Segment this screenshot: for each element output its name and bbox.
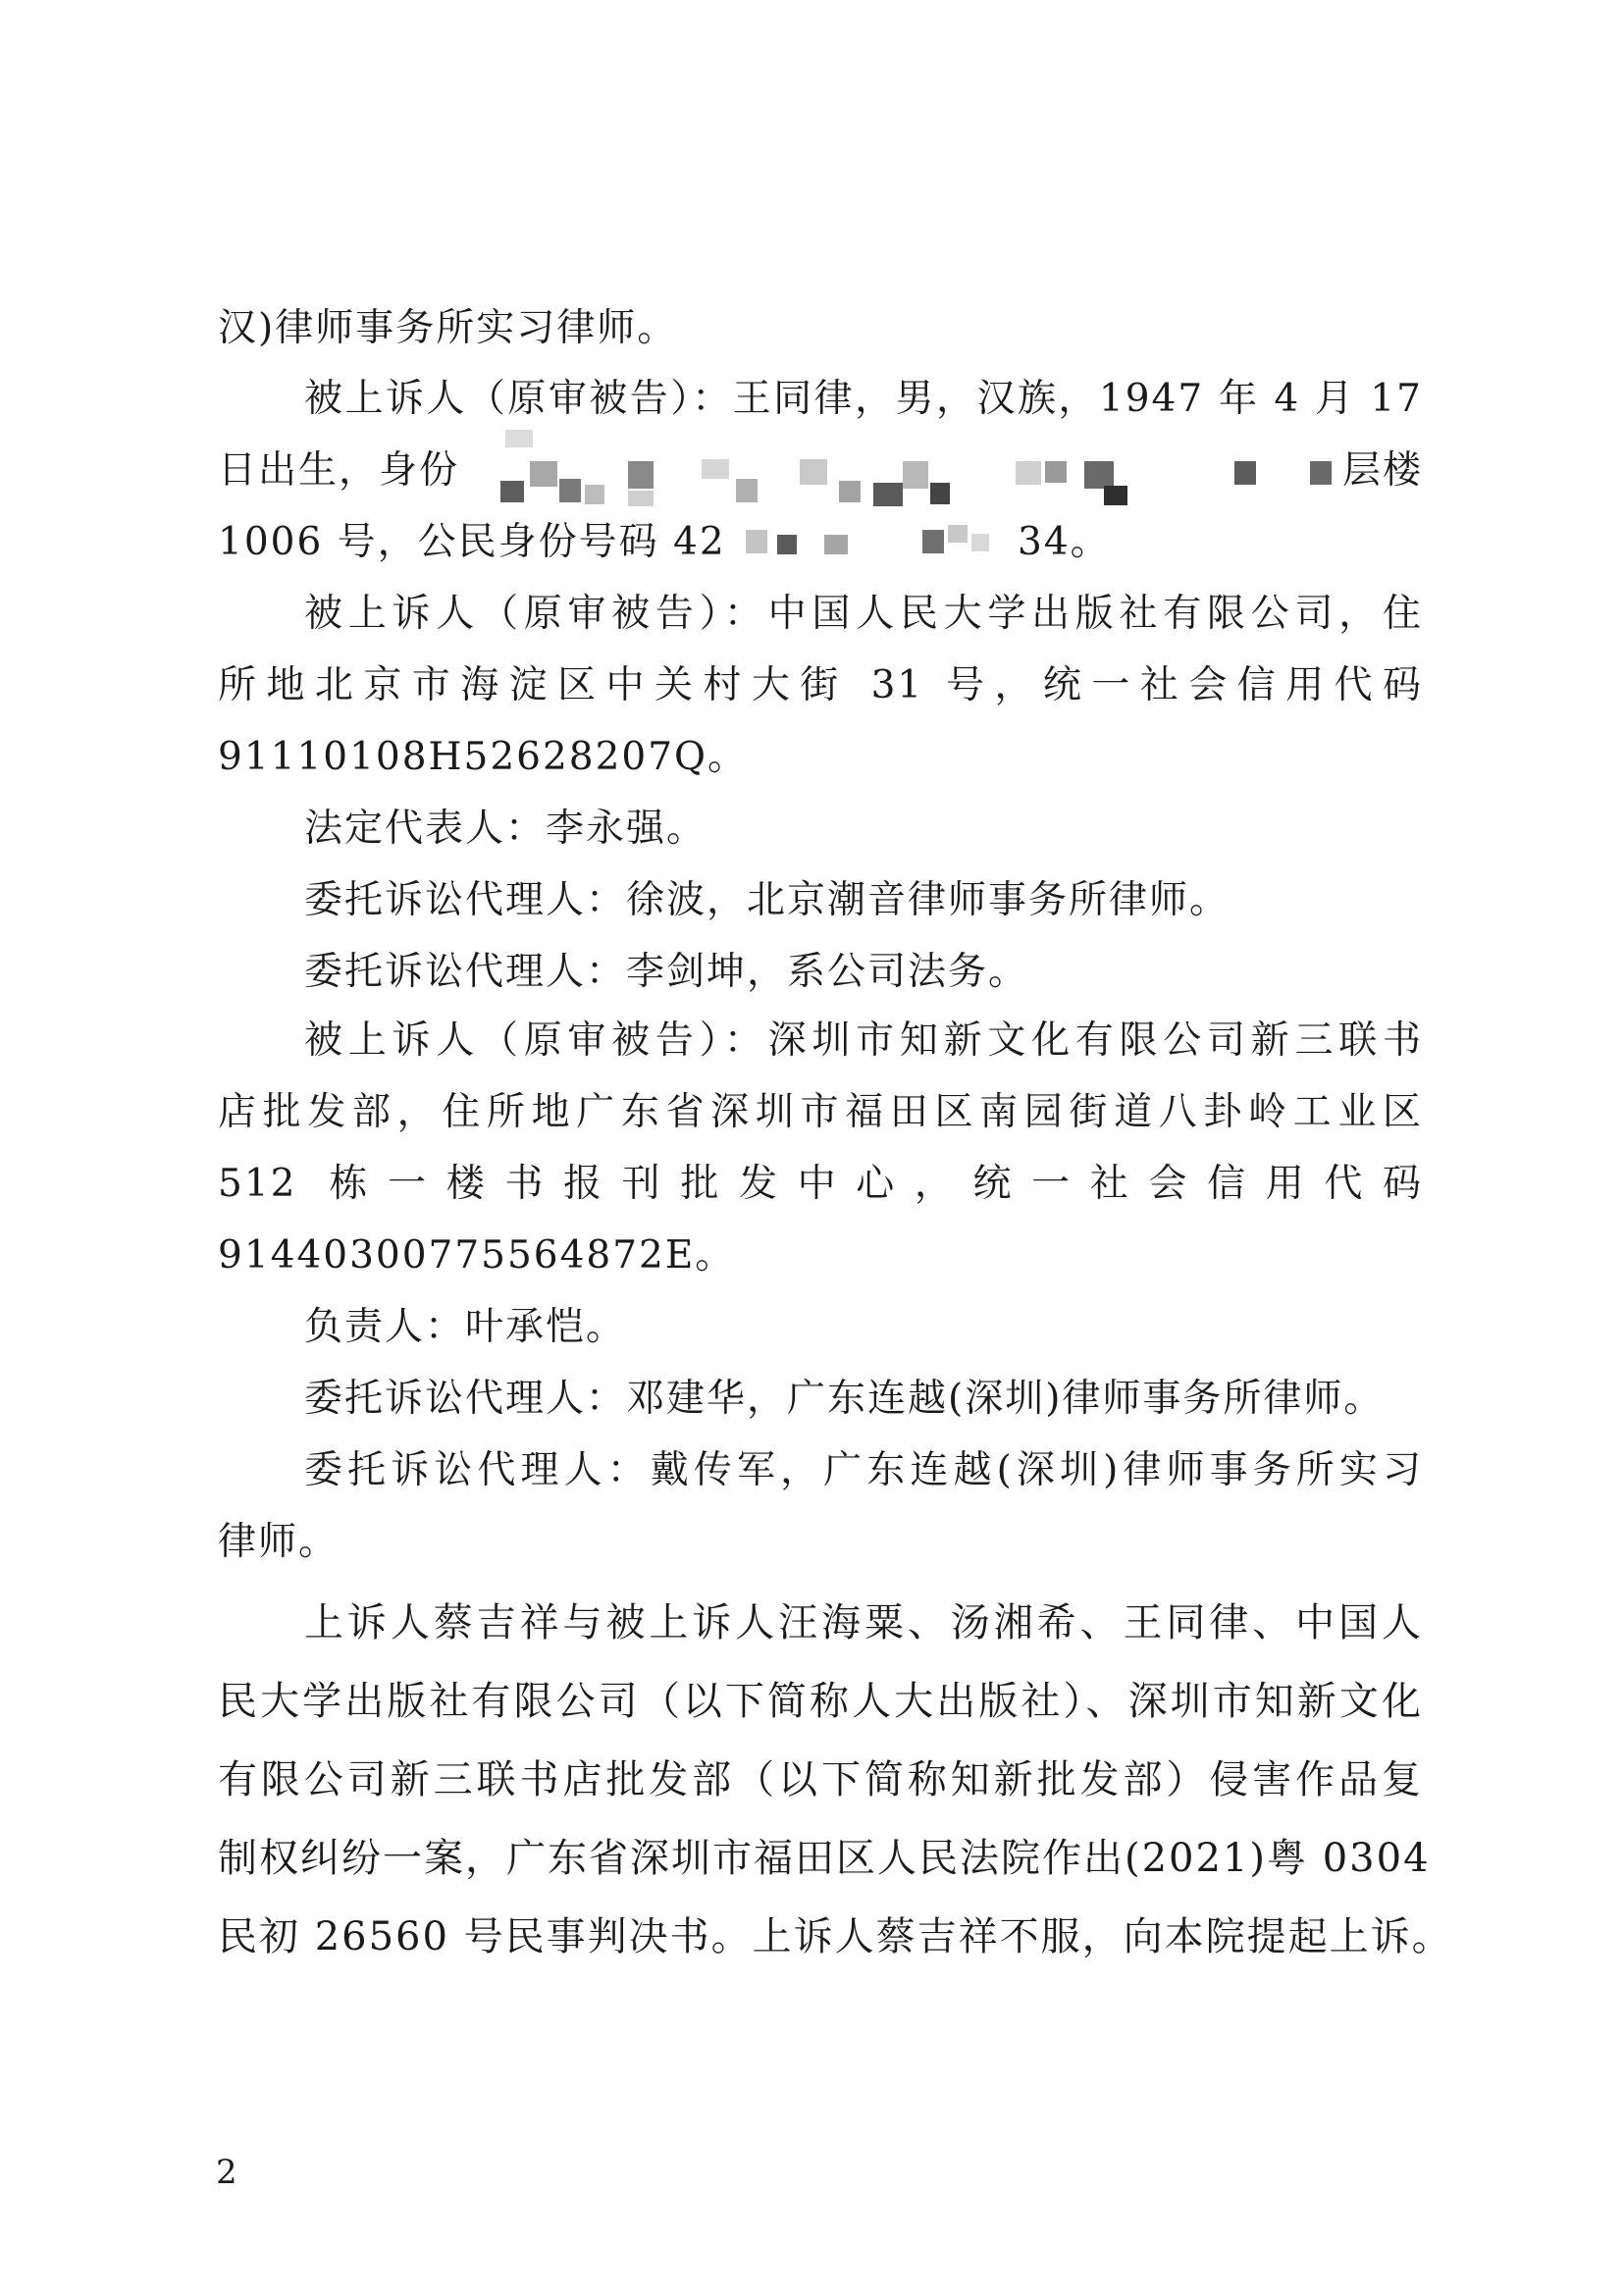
text-line: 负责人：叶承恺。 xyxy=(304,1305,627,1349)
text-line-redacted xyxy=(218,506,1423,578)
text-line: 有限公司新三联书店批发部（以下简称知新批发部）侵害作品复 xyxy=(218,1757,1423,1802)
text-fragment: 34。 xyxy=(1018,520,1111,564)
text-line: 委托诉讼代理人：戴传军，广东连越(深圳)律师事务所实习 xyxy=(304,1448,1423,1492)
page-number: 2 xyxy=(216,2153,237,2192)
text-line: 被上诉人（原审被告）：王同律，男，汉族，1947 年 4 月 17 xyxy=(304,377,1423,421)
text-fragment: 1006 号，公民身份号码 42 xyxy=(218,520,726,564)
text-line: 店批发部，住所地广东省深圳市福田区南园街道八卦岭工业区 xyxy=(218,1090,1423,1134)
text-line: 委托诉讼代理人：徐波，北京潮音律师事务所律师。 xyxy=(304,878,1230,922)
text-line: 法定代表人：李永强。 xyxy=(304,807,707,851)
text-line: 512 栋一楼书报刊批发中心，统一社会信用代码 xyxy=(218,1162,1423,1206)
text-line: 被上诉人（原审被告）：中国人民大学出版社有限公司，住 xyxy=(304,592,1423,636)
text-fragment: 层楼 xyxy=(1341,448,1423,493)
text-line: 汉)律师事务所实习律师。 xyxy=(218,306,678,350)
paragraph-case-summary xyxy=(218,1584,1453,1976)
text-line: 民大学出版社有限公司（以下简称人大出版社）、深圳市知新文化 xyxy=(218,1679,1423,1724)
text-line: 上诉人蔡吉祥与被上诉人汪海粟、汤湘希、王同律、中国人 xyxy=(304,1600,1423,1645)
text-line: 委托诉讼代理人：李剑坤，系公司法务。 xyxy=(304,950,1029,994)
text-line: 委托诉讼代理人：邓建华，广东连越(深圳)律师事务所律师。 xyxy=(304,1377,1385,1421)
text-line: 所地北京市海淀区中关村大街 31 号，统一社会信用代码 xyxy=(218,663,1423,707)
text-line: 制权纠纷一案，广东省深圳市福田区人民法院作出(2021)粤 0304 xyxy=(218,1836,1431,1881)
text-line: 91110108H52628207Q。 xyxy=(218,735,748,779)
text-line: 被上诉人（原审被告）：深圳市知新文化有限公司新三联书 xyxy=(304,1018,1423,1063)
text-line: 民初 26560 号民事判决书。上诉人蔡吉祥不服，向本院提起上诉。 xyxy=(218,1914,1453,1959)
paragraph-appellee-press xyxy=(218,578,1423,1008)
paragraph-appellee-zhixin xyxy=(218,1005,1423,1578)
text-line: 律师。 xyxy=(218,1520,340,1564)
text-fragment: 日出生，身份 xyxy=(218,448,460,493)
paragraph-continuation xyxy=(218,292,1423,364)
text-line: 91440300775564872E。 xyxy=(218,1233,736,1278)
